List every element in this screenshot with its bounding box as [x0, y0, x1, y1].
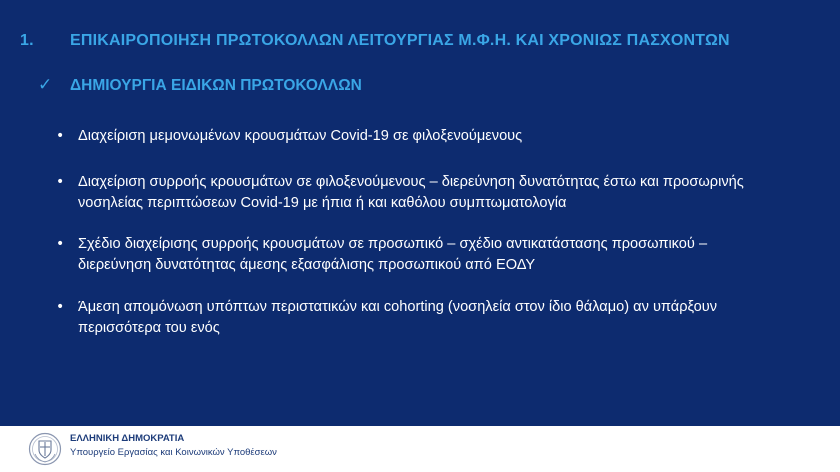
bullet-icon: •	[56, 128, 65, 144]
footer-subtitle: Υπουργείο Εργασίας και Κοινωνικών Υποθέσεων	[70, 447, 277, 458]
bullet-item-4	[78, 297, 828, 339]
bullet-item-1-line-1: Διαχείριση μεμονωμένων κρουσμάτων Covid-19 σε φιλοξενούμενους	[78, 128, 523, 144]
slide-heading: ΕΠΙΚΑΙΡΟΠΟΙΗΣΗ ΠΡΩΤΟΚΟΛΛΩΝ ΛΕΙΤΟΥΡΓΙΑΣ Μ.Φ.Η. ΚΑΙ ΧΡΟΝΙΩΣ ΠΑΣΧΟΝΤΩΝ	[70, 32, 730, 49]
bullet-icon: •	[56, 174, 65, 190]
footer-title: ΕΛΛΗΝΙΚΗ ΔΗΜΟΚΡΑΤΙΑ	[70, 433, 185, 444]
bullet-item-3	[78, 234, 828, 276]
bullet-item-2	[78, 172, 828, 214]
bullet-item-3-line-1: Σχέδιο διαχείρισης συρροής κρουσμάτων σε προσωπικό – σχέδιο αντικατάστασης προσωπικού –	[78, 236, 708, 252]
greek-coat-of-arms-icon	[28, 432, 62, 466]
bullet-item-4-line-2: περισσότερα του ενός	[78, 320, 220, 336]
heading-number: 1.	[20, 32, 34, 49]
bullet-item-2-line-2: νοσηλείας περιπτώσεων Covid-19 με ήπια ή και καθόλου συμπτωματολογία	[78, 195, 567, 211]
checkmark-icon: ✓	[38, 75, 53, 95]
bullet-item-4-line-1: Άμεση απομόνωση υπόπτων περιστατικών και cohorting (νοσηλεία στον ίδιο θάλαμο) αν υπάρξουν	[78, 299, 718, 315]
bullet-item-3-line-2: διερεύνηση δυνατότητας άμεσης εξασφάλισης προσωπικού από ΕΟΔΥ	[78, 257, 536, 273]
bullet-item-2-line-1: Διαχείριση συρροής κρουσμάτων σε φιλοξενούμενους – διερεύνηση δυνατότητας έστω και προσωρινής	[78, 174, 744, 190]
bullet-icon: •	[56, 236, 65, 252]
slide-subheading: ΔΗΜΙΟΥΡΓΙΑ ΕΙΔΙΚΩΝ ΠΡΩΤΟΚΟΛΛΩΝ	[70, 77, 362, 94]
bullet-item-1	[78, 126, 828, 147]
bullet-icon: •	[56, 299, 65, 315]
